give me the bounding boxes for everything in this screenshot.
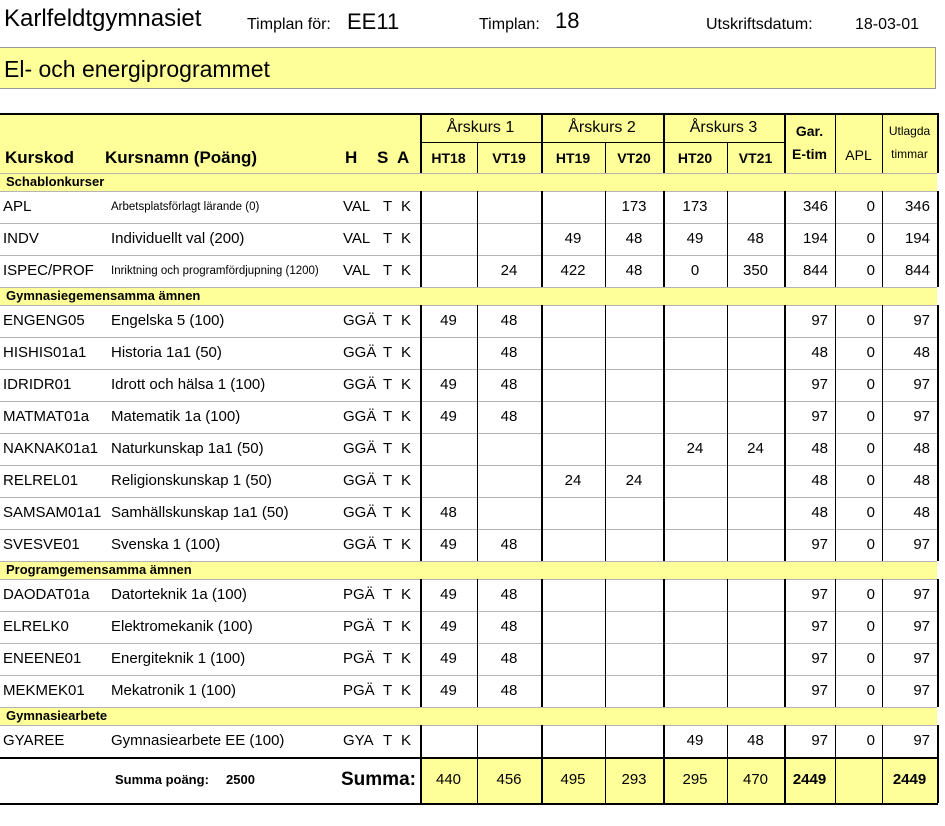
course-name: Datorteknik 1a (100) bbox=[111, 586, 247, 603]
course-h: GGÄ bbox=[343, 536, 377, 553]
summary-term-ht19: 495 bbox=[560, 771, 586, 788]
utlagda-cell: 97 bbox=[913, 536, 930, 553]
header-gar: Gar. bbox=[795, 123, 824, 139]
term-cell-ht18 bbox=[420, 465, 477, 497]
course-h: PGÄ bbox=[343, 618, 375, 635]
header-timmar: timmar bbox=[891, 147, 928, 161]
term-cell-ht18 bbox=[420, 255, 477, 287]
section-title: Programgemensamma ämnen bbox=[6, 562, 192, 577]
apl-cell: 0 bbox=[866, 650, 875, 667]
term-cell-ht20: 24 bbox=[686, 440, 704, 457]
course-s: T bbox=[383, 732, 393, 749]
gar-etim-cell: 48 bbox=[811, 440, 828, 457]
section-title: Gymnasiearbete bbox=[6, 708, 108, 723]
term-cell-ht18: 49 bbox=[440, 586, 457, 603]
term-cell-ht20: 0 bbox=[690, 262, 700, 279]
term-cell-vt19 bbox=[477, 725, 541, 757]
header-term-vt21: VT21 bbox=[738, 150, 773, 166]
term-cell-vt19: 48 bbox=[500, 536, 518, 553]
utlagda-cell: 97 bbox=[913, 682, 930, 699]
term-cell-vt19: 48 bbox=[500, 376, 518, 393]
term-cell-ht19 bbox=[541, 191, 605, 223]
term-cell-ht20 bbox=[663, 497, 727, 529]
course-h: GGÄ bbox=[343, 376, 377, 393]
term-cell-vt21 bbox=[727, 337, 784, 369]
summary-term-ht18: 440 bbox=[435, 771, 462, 788]
course-code: MEKMEK01 bbox=[3, 682, 85, 699]
print-date-label: Utskriftsdatum: bbox=[706, 16, 813, 33]
course-code: APL bbox=[3, 198, 32, 215]
term-cell-ht20 bbox=[663, 643, 727, 675]
term-cell-ht18 bbox=[420, 337, 477, 369]
term-cell-ht19 bbox=[541, 529, 605, 561]
utlagda-cell: 48 bbox=[913, 440, 930, 457]
gar-etim-cell: 194 bbox=[802, 230, 828, 247]
header-utlagda: Utlagda bbox=[888, 124, 931, 138]
course-name: Mekatronik 1 (100) bbox=[111, 682, 237, 699]
term-cell-ht18 bbox=[420, 223, 477, 255]
column-divider-line bbox=[937, 255, 939, 287]
gar-etim-cell: 97 bbox=[811, 312, 828, 329]
gar-etim-cell: 48 bbox=[811, 344, 828, 361]
course-s: T bbox=[383, 198, 393, 215]
course-name: Inriktning och programfördjupning (1200) bbox=[111, 265, 319, 277]
apl-cell: 0 bbox=[866, 618, 875, 635]
term-cell-vt19: 48 bbox=[500, 312, 518, 329]
gar-etim-cell: 48 bbox=[811, 472, 828, 489]
course-code: RELREL01 bbox=[3, 472, 79, 489]
summary-term-vt21: 470 bbox=[742, 771, 769, 788]
term-cell-vt20 bbox=[605, 611, 663, 643]
course-a: K bbox=[401, 472, 412, 489]
program-banner bbox=[0, 47, 936, 89]
gar-etim-cell: 97 bbox=[811, 732, 828, 749]
course-h: VAL bbox=[343, 230, 371, 247]
course-code: ISPEC/PROF bbox=[3, 262, 94, 279]
apl-cell: 0 bbox=[866, 732, 875, 749]
course-s: T bbox=[383, 650, 393, 667]
row-divider-line bbox=[0, 707, 937, 708]
utlagda-cell: 97 bbox=[913, 586, 930, 603]
course-s: T bbox=[383, 312, 393, 329]
course-name: Elektromekanik (100) bbox=[111, 618, 253, 635]
term-cell-ht19 bbox=[541, 369, 605, 401]
header-term-ht19: HT19 bbox=[555, 150, 591, 166]
utlagda-cell: 48 bbox=[913, 344, 930, 361]
course-a: K bbox=[401, 230, 412, 247]
gar-etim-cell: 48 bbox=[811, 504, 828, 521]
course-h: GGÄ bbox=[343, 312, 377, 329]
term-cell-vt20: 173 bbox=[621, 198, 647, 215]
apl-cell: 0 bbox=[866, 504, 875, 521]
term-cell-ht19 bbox=[541, 497, 605, 529]
course-code: MATMAT01a bbox=[3, 408, 90, 425]
table-top-border bbox=[0, 113, 938, 115]
term-cell-vt20: 48 bbox=[625, 230, 643, 247]
term-cell-vt20: 48 bbox=[625, 262, 643, 279]
term-cell-ht19 bbox=[541, 579, 605, 611]
header-year-1: Årskurs 1 bbox=[446, 119, 515, 136]
school-name: Karlfeldtgymnasiet bbox=[4, 5, 202, 32]
summary-term-vt20: 293 bbox=[621, 771, 647, 788]
summa-poang-value: 2500 bbox=[226, 772, 255, 787]
term-cell-ht20 bbox=[663, 401, 727, 433]
course-name: Gymnasiearbete EE (100) bbox=[111, 732, 285, 749]
course-s: T bbox=[383, 618, 393, 635]
column-divider-line bbox=[937, 579, 939, 611]
course-a: K bbox=[401, 682, 412, 699]
term-cell-ht20 bbox=[663, 337, 727, 369]
term-cell-vt19: 48 bbox=[500, 650, 518, 667]
term-cell-ht19 bbox=[541, 401, 605, 433]
term-cell-vt19: 48 bbox=[500, 586, 518, 603]
course-h: GGÄ bbox=[343, 504, 377, 521]
course-a: K bbox=[401, 586, 412, 603]
term-cell-ht18: 49 bbox=[440, 650, 457, 667]
course-s: T bbox=[383, 376, 393, 393]
course-a: K bbox=[401, 732, 412, 749]
term-cell-ht19: 422 bbox=[560, 262, 586, 279]
course-name: Individuellt val (200) bbox=[111, 230, 245, 247]
course-h: PGÄ bbox=[343, 650, 375, 667]
summary-utlagda: 2449 bbox=[892, 771, 927, 788]
course-a: K bbox=[401, 408, 412, 425]
term-cell-ht19 bbox=[541, 337, 605, 369]
term-cell-ht19 bbox=[541, 611, 605, 643]
apl-cell: 0 bbox=[866, 472, 875, 489]
term-cell-ht19 bbox=[541, 643, 605, 675]
column-divider-line bbox=[937, 497, 939, 529]
term-cell-ht19: 24 bbox=[564, 472, 582, 489]
apl-cell: 0 bbox=[866, 344, 875, 361]
header-term-ht18: HT18 bbox=[431, 150, 466, 166]
term-cell-vt20 bbox=[605, 529, 663, 561]
course-s: T bbox=[383, 536, 393, 553]
utlagda-cell: 194 bbox=[904, 230, 930, 247]
apl-cell: 0 bbox=[866, 682, 875, 699]
gar-etim-cell: 346 bbox=[802, 198, 828, 215]
term-cell-vt21 bbox=[727, 369, 784, 401]
course-a: K bbox=[401, 344, 412, 361]
course-code: IDRIDR01 bbox=[3, 376, 72, 393]
term-cell-vt21 bbox=[727, 675, 784, 707]
course-name: Religionskunskap 1 (50) bbox=[111, 472, 272, 489]
gar-etim-cell: 97 bbox=[811, 536, 828, 553]
term-cell-ht20 bbox=[663, 529, 727, 561]
term-cell-vt21 bbox=[727, 611, 784, 643]
term-cell-vt20 bbox=[605, 675, 663, 707]
course-h: GGÄ bbox=[343, 440, 377, 457]
utlagda-cell: 97 bbox=[913, 408, 930, 425]
course-code: DAODAT01a bbox=[3, 586, 90, 603]
course-name: Svenska 1 (100) bbox=[111, 536, 221, 553]
term-cell-ht20 bbox=[663, 305, 727, 337]
gar-etim-cell: 97 bbox=[811, 586, 828, 603]
header-year-2: Årskurs 2 bbox=[568, 119, 636, 136]
term-cell-vt20 bbox=[605, 369, 663, 401]
header-apl: APL bbox=[845, 147, 872, 163]
term-cell-vt19: 48 bbox=[500, 618, 518, 635]
utlagda-cell: 97 bbox=[913, 312, 930, 329]
header-term-vt20: VT20 bbox=[617, 150, 651, 166]
summary-apl bbox=[835, 757, 882, 803]
header-s: S bbox=[377, 148, 389, 167]
term-cell-ht20 bbox=[663, 611, 727, 643]
column-divider-line bbox=[937, 369, 939, 401]
course-h: GYA bbox=[343, 732, 374, 749]
course-s: T bbox=[383, 682, 393, 699]
term-cell-vt19: 48 bbox=[500, 344, 518, 361]
header-kursnamn: Kursnamn (Poäng) bbox=[105, 148, 258, 167]
course-name: Samhällskunskap 1a1 (50) bbox=[111, 504, 289, 521]
course-code: SVESVE01 bbox=[3, 536, 80, 553]
course-name: Idrott och hälsa 1 (100) bbox=[111, 376, 266, 393]
utlagda-cell: 97 bbox=[913, 650, 930, 667]
course-s: T bbox=[383, 440, 393, 457]
apl-cell: 0 bbox=[866, 440, 875, 457]
header-year-3: Årskurs 3 bbox=[689, 119, 758, 136]
course-code: ELRELK0 bbox=[3, 618, 69, 635]
column-divider-line bbox=[835, 113, 836, 173]
term-cell-ht18: 49 bbox=[440, 618, 457, 635]
course-a: K bbox=[401, 198, 412, 215]
apl-cell: 0 bbox=[866, 536, 875, 553]
term-cell-vt19: 48 bbox=[500, 408, 518, 425]
term-cell-vt20 bbox=[605, 643, 663, 675]
course-a: K bbox=[401, 618, 412, 635]
header-kurskod: Kurskod bbox=[5, 148, 74, 167]
term-cell-ht20 bbox=[663, 579, 727, 611]
utlagda-cell: 97 bbox=[913, 732, 930, 749]
term-cell-ht20 bbox=[663, 675, 727, 707]
summary-term-vt19: 456 bbox=[496, 771, 522, 788]
term-cell-ht18 bbox=[420, 725, 477, 757]
course-s: T bbox=[383, 504, 393, 521]
term-cell-ht19 bbox=[541, 305, 605, 337]
term-cell-vt19: 24 bbox=[500, 262, 518, 279]
column-divider-line bbox=[937, 675, 939, 707]
term-cell-vt20 bbox=[605, 725, 663, 757]
term-cell-vt20 bbox=[605, 497, 663, 529]
header-a: A bbox=[397, 148, 410, 167]
term-cell-vt21 bbox=[727, 305, 784, 337]
column-divider-line bbox=[937, 643, 939, 675]
header-h: H bbox=[345, 148, 358, 167]
course-s: T bbox=[383, 472, 393, 489]
course-s: T bbox=[383, 262, 393, 279]
apl-cell: 0 bbox=[866, 262, 875, 279]
summa-label: Summa: bbox=[341, 769, 416, 790]
term-cell-ht18: 49 bbox=[440, 536, 457, 553]
row-divider-line bbox=[0, 173, 937, 174]
column-divider-line bbox=[937, 757, 939, 803]
utlagda-cell: 48 bbox=[913, 504, 930, 521]
column-divider-line bbox=[882, 113, 883, 173]
course-name: Historia 1a1 (50) bbox=[111, 344, 222, 361]
section-band-background bbox=[0, 707, 937, 725]
course-name: Matematik 1a (100) bbox=[111, 408, 241, 425]
header-term-vt19: VT19 bbox=[492, 150, 526, 166]
table-bottom-border bbox=[0, 803, 938, 805]
term-cell-vt19 bbox=[477, 433, 541, 465]
course-s: T bbox=[383, 586, 393, 603]
course-h: PGÄ bbox=[343, 682, 375, 699]
course-a: K bbox=[401, 262, 412, 279]
course-name: Naturkunskap 1a1 (50) bbox=[111, 440, 264, 457]
column-divider-line bbox=[937, 433, 939, 465]
term-cell-vt21: 350 bbox=[742, 262, 769, 279]
course-a: K bbox=[401, 504, 412, 521]
term-cell-vt21 bbox=[727, 401, 784, 433]
apl-cell: 0 bbox=[866, 408, 875, 425]
term-cell-vt21 bbox=[727, 465, 784, 497]
course-h: VAL bbox=[343, 262, 371, 279]
apl-cell: 0 bbox=[866, 198, 875, 215]
term-cell-vt19 bbox=[477, 191, 541, 223]
term-cell-vt19 bbox=[477, 223, 541, 255]
utlagda-cell: 48 bbox=[913, 472, 930, 489]
term-cell-ht20: 49 bbox=[686, 230, 704, 247]
column-divider-line bbox=[937, 337, 939, 369]
timplan-value: 18 bbox=[555, 8, 580, 33]
course-s: T bbox=[383, 344, 393, 361]
term-cell-vt21 bbox=[727, 191, 784, 223]
print-date-value: 18-03-01 bbox=[855, 16, 920, 33]
term-cell-ht20: 173 bbox=[682, 198, 708, 215]
summary-term-ht20: 295 bbox=[682, 771, 708, 788]
course-h: PGÄ bbox=[343, 586, 375, 603]
course-a: K bbox=[401, 312, 412, 329]
course-a: K bbox=[401, 376, 412, 393]
column-divider-line bbox=[937, 529, 939, 561]
gar-etim-cell: 97 bbox=[811, 618, 828, 635]
column-divider-line bbox=[937, 113, 939, 173]
term-cell-ht19 bbox=[541, 725, 605, 757]
apl-cell: 0 bbox=[866, 376, 875, 393]
term-cell-vt21 bbox=[727, 643, 784, 675]
column-divider-line bbox=[937, 191, 939, 223]
apl-cell: 0 bbox=[866, 230, 875, 247]
utlagda-cell: 97 bbox=[913, 618, 930, 635]
header-etim: E-tim bbox=[792, 146, 827, 162]
term-cell-ht20 bbox=[663, 465, 727, 497]
timplan-table bbox=[0, 113, 938, 803]
utlagda-cell: 844 bbox=[904, 262, 930, 279]
utlagda-cell: 97 bbox=[913, 376, 930, 393]
term-cell-ht19: 49 bbox=[564, 230, 582, 247]
column-divider-line bbox=[937, 465, 939, 497]
term-cell-ht18 bbox=[420, 191, 477, 223]
term-cell-vt21 bbox=[727, 497, 784, 529]
course-s: T bbox=[383, 408, 393, 425]
gar-etim-cell: 97 bbox=[811, 408, 828, 425]
term-cell-vt20 bbox=[605, 401, 663, 433]
course-a: K bbox=[401, 650, 412, 667]
apl-cell: 0 bbox=[866, 312, 875, 329]
section-band-background bbox=[0, 173, 937, 191]
course-code: NAKNAK01a1 bbox=[3, 440, 99, 457]
course-code: SAMSAM01a1 bbox=[3, 504, 102, 521]
term-cell-ht19 bbox=[541, 433, 605, 465]
section-title: Schablonkurser bbox=[6, 174, 105, 189]
term-cell-vt21 bbox=[727, 529, 784, 561]
term-cell-vt21: 48 bbox=[747, 230, 764, 247]
gar-etim-cell: 97 bbox=[811, 376, 828, 393]
gar-etim-cell: 97 bbox=[811, 650, 828, 667]
course-a: K bbox=[401, 440, 412, 457]
column-divider-line bbox=[937, 401, 939, 433]
term-cell-vt20 bbox=[605, 433, 663, 465]
term-cell-ht20 bbox=[663, 369, 727, 401]
course-name: Arbetsplatsförlagt lärande (0) bbox=[111, 201, 260, 213]
course-code: HISHIS01a1 bbox=[3, 344, 87, 361]
term-cell-vt19: 48 bbox=[500, 682, 518, 699]
term-cell-ht18: 49 bbox=[440, 376, 457, 393]
term-cell-ht19 bbox=[541, 675, 605, 707]
utlagda-cell: 346 bbox=[904, 198, 930, 215]
term-cell-vt20 bbox=[605, 579, 663, 611]
program-name: El- och energiprogrammet bbox=[4, 56, 270, 82]
course-a: K bbox=[401, 536, 412, 553]
term-cell-ht18: 48 bbox=[440, 504, 457, 521]
course-name: Engelska 5 (100) bbox=[111, 312, 225, 329]
gar-etim-cell: 97 bbox=[811, 682, 828, 699]
gar-etim-cell: 844 bbox=[802, 262, 828, 279]
term-cell-ht18: 49 bbox=[440, 312, 457, 329]
course-code: ENEENE01 bbox=[3, 650, 82, 667]
course-h: VAL bbox=[343, 198, 371, 215]
summary-gar-etim: 2449 bbox=[792, 771, 827, 788]
term-cell-vt20 bbox=[605, 305, 663, 337]
course-code: ENGENG05 bbox=[3, 312, 85, 329]
course-h: GGÄ bbox=[343, 344, 377, 361]
term-cell-ht18: 49 bbox=[440, 682, 457, 699]
column-divider-line bbox=[784, 113, 786, 173]
timplan-for-value: EE11 bbox=[347, 9, 400, 34]
term-cell-vt21 bbox=[727, 579, 784, 611]
column-divider-line bbox=[937, 611, 939, 643]
term-cell-vt21: 48 bbox=[747, 732, 764, 749]
column-divider-line bbox=[937, 305, 939, 337]
year-divider-line bbox=[420, 142, 784, 143]
header-term-ht20: HT20 bbox=[677, 150, 713, 166]
term-cell-vt20 bbox=[605, 337, 663, 369]
term-cell-vt19 bbox=[477, 465, 541, 497]
course-name: Energiteknik 1 (100) bbox=[111, 650, 246, 667]
section-title: Gymnasiegemensamma ämnen bbox=[6, 288, 201, 303]
timplan-label: Timplan: bbox=[479, 16, 540, 33]
term-cell-vt19 bbox=[477, 497, 541, 529]
term-cell-vt20: 24 bbox=[625, 472, 643, 489]
course-h: GGÄ bbox=[343, 408, 377, 425]
term-cell-ht18: 49 bbox=[440, 408, 457, 425]
course-s: T bbox=[383, 230, 393, 247]
course-code: GYAREE bbox=[3, 732, 65, 749]
term-cell-ht18 bbox=[420, 433, 477, 465]
summa-poang-label: Summa poäng: bbox=[115, 772, 209, 787]
term-cell-ht20: 49 bbox=[686, 732, 704, 749]
course-code: INDV bbox=[3, 230, 39, 247]
column-divider-line bbox=[937, 223, 939, 255]
timplan-for-label: Timplan för: bbox=[247, 16, 331, 33]
apl-cell: 0 bbox=[866, 586, 875, 603]
term-cell-vt21: 24 bbox=[747, 440, 764, 457]
column-divider-line bbox=[937, 725, 939, 757]
course-h: GGÄ bbox=[343, 472, 377, 489]
